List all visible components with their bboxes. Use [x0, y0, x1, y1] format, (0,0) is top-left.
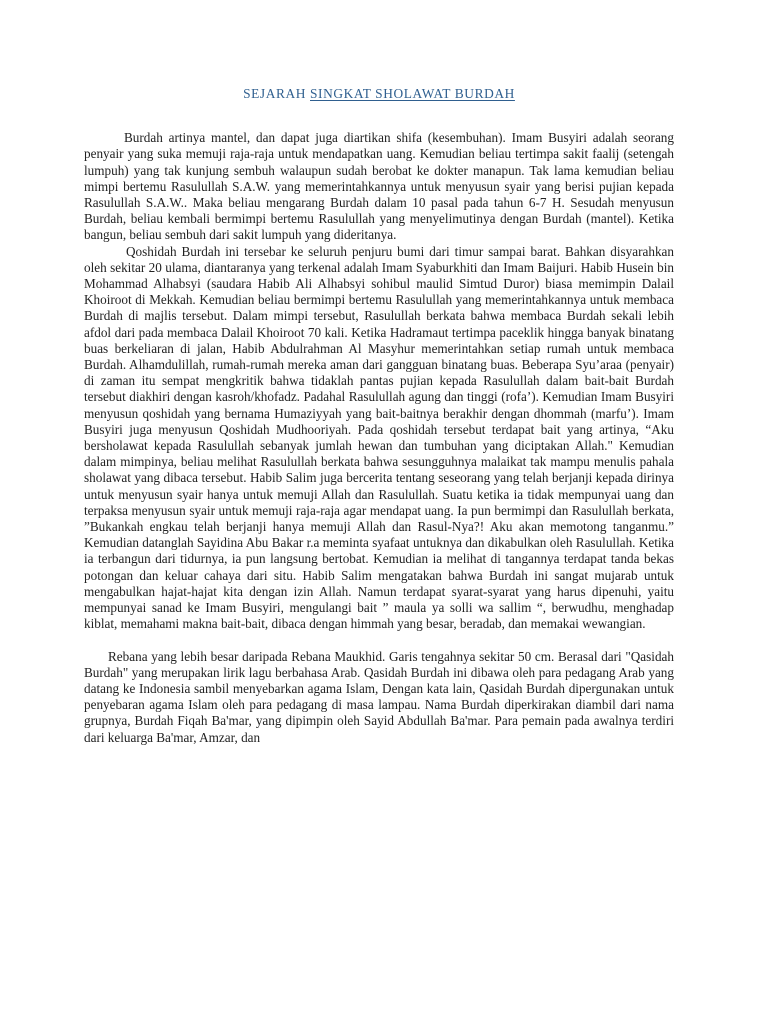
title-word-sejarah: SEJARAH	[243, 86, 307, 101]
paragraph-1: Burdah artinya mantel, dan dapat juga diartikan shifa (kesembuhan). Imam Busyiri adalah seorang penyair yang suka memuji raja-raja untuk mendapatkan uang. Kemudian beliau tertimpa sakit faalij (setengah lumpuh) yang tak kunjung sembuh walaupun sudah berobat ke dokter manapun. Tak lama kemudian beliau mimpi bertemu Rasulullah S.A.W. yang memerintahkannya untuk menyusun syair yang berisi pujian kepada Rasulullah S.A.W.. Maka beliau mengarang Burdah dalam 10 pasal pada tahun 6-7 H. Sesudah menyusun Burdah, beliau kembali bermimpi bertemu Rasulullah yang menyelimutinya dengan Burdah (mantel). Ketika bangun, beliau sembuh dari sakit lumpuh yang dideritanya.	[84, 130, 674, 243]
paragraph-3: Rebana yang lebih besar daripada Rebana Maukhid. Garis tengahnya sekitar 50 cm. Berasal dari "Qasidah Burdah" yang merupakan lirik lagu berbahasa Arab. Qasidah Burdah ini dibawa oleh para pedagang Arab yang datang ke Indonesia sambil menyebarkan agama Islam, Dengan kata lain, Qasidah Burdah dipergunakan untuk penyebaran agama Islam oleh para pedagang di masa lampau. Nama Burdah diperkirakan diambil dari nama grupnya, Burdah Fiqah Ba'mar, yang dipimpin oleh Sayid Abdullah Ba'mar. Para pemain pada awalnya terdiri dari keluarga Ba'mar, Amzar, dan	[84, 648, 674, 745]
paragraph-2: Qoshidah Burdah ini tersebar ke seluruh penjuru bumi dari timur sampai barat. Bahkan disyarahkan oleh sekitar 20 ulama, diantaranya yang terkenal adalah Imam Syaburkhiti dan Imam Baijuri. Habib Husein bin Mohammad Alhabsyi (saudara Habib Ali Alhabsyi sohibul maulid Simtud Duror) biasa memimpin Dalail Khoiroot di Mekkah. Kemudian beliau bermimpi bertemu Rasulullah yang memerintahkannya untuk membaca Burdah di majlis tersebut. Dalam mimpi tersebut, Rasulullah berkata bahwa membaca Burdah sekali lebih afdol dari pada membaca Dalail Khoiroot 70 kali. Ketika Hadramaut tertimpa paceklik hingga banyak binatang buas berkeliaran di jalan, Habib Abdulrahman Al Masyhur memerintahkan setiap rumah untuk membaca Burdah. Alhamdulillah, rumah-rumah mereka aman dari gangguan binatang buas. Beberapa Syu’araa (penyair) di zaman itu sempat mengkritik bahwa tidaklah pantas pujian kepada Rasulullah dalam bait-bait Burdah tersebut diakhiri dengan kasroh/khofadz. Padahal Rasulullah agung dan tinggi (rofa’). Kemudian Imam Busyiri menyusun qoshidah yang bernama Humaziyyah yang bait-baitnya berakhir dengan dhommah (marfu’). Imam Busyiri juga menyusun Qoshidah Mudhooriyah. Pada qoshidah tersebut terdapat bait yang artinya, “Aku bersholawat kepada Rasulullah sebanyak jumlah hewan dan tumbuhan yang diciptakan Allah." Kemudian dalam mimpinya, beliau melihat Rasulullah berkata bahwa sesungguhnya malaikat tak mampu menulis pahala sholawat yang dibaca tersebut. Habib Salim juga bercerita tentang seseorang yang telah berjanji kepada dirinya untuk menyusun syair hanya untuk memuji Allah dan Rasulullah. Suatu ketika ia tidak mempunyai uang dan terpaksa menyusun syair untuk memuji raja-raja agar mendapat uang. Ia pun bermimpi dan Rasulullah berkata, ”Bukankah engkau telah berjanji hanya memuji Allah dan Rasul-Nya?! Aku akan memotong tanganmu.” Kemudian datanglah Sayidina Abu Bakar r.a meminta syafaat untuknya dan dikabulkan oleh Rasulullah. Ketika ia terbangun dari tidurnya, ia pun langsung bertobat. Kemudian ia melihat di tangannya terdapat tanda bekas potongan dan keluar cahaya dari situ. Habib Salim mengatakan bahwa Burdah ini sangat mujarab untuk mengabulkan hajat-hajat kita dengan izin Allah. Namun terdapat syarat-syarat yang harus dipenuhi, yaitu mempunyai sanad ke Imam Busyiri, mengulangi bait ” maula ya solli wa sallim “, berwudhu, menghadap kiblat, memahami makna bait-bait, dibaca dengan himmah yang besar, beradab, dan memakai wewangian.	[84, 243, 674, 632]
document-page	[84, 86, 674, 746]
document-title	[84, 86, 674, 102]
title-underlined-part: SINGKAT SHOLAWAT BURDAH	[310, 86, 515, 101]
